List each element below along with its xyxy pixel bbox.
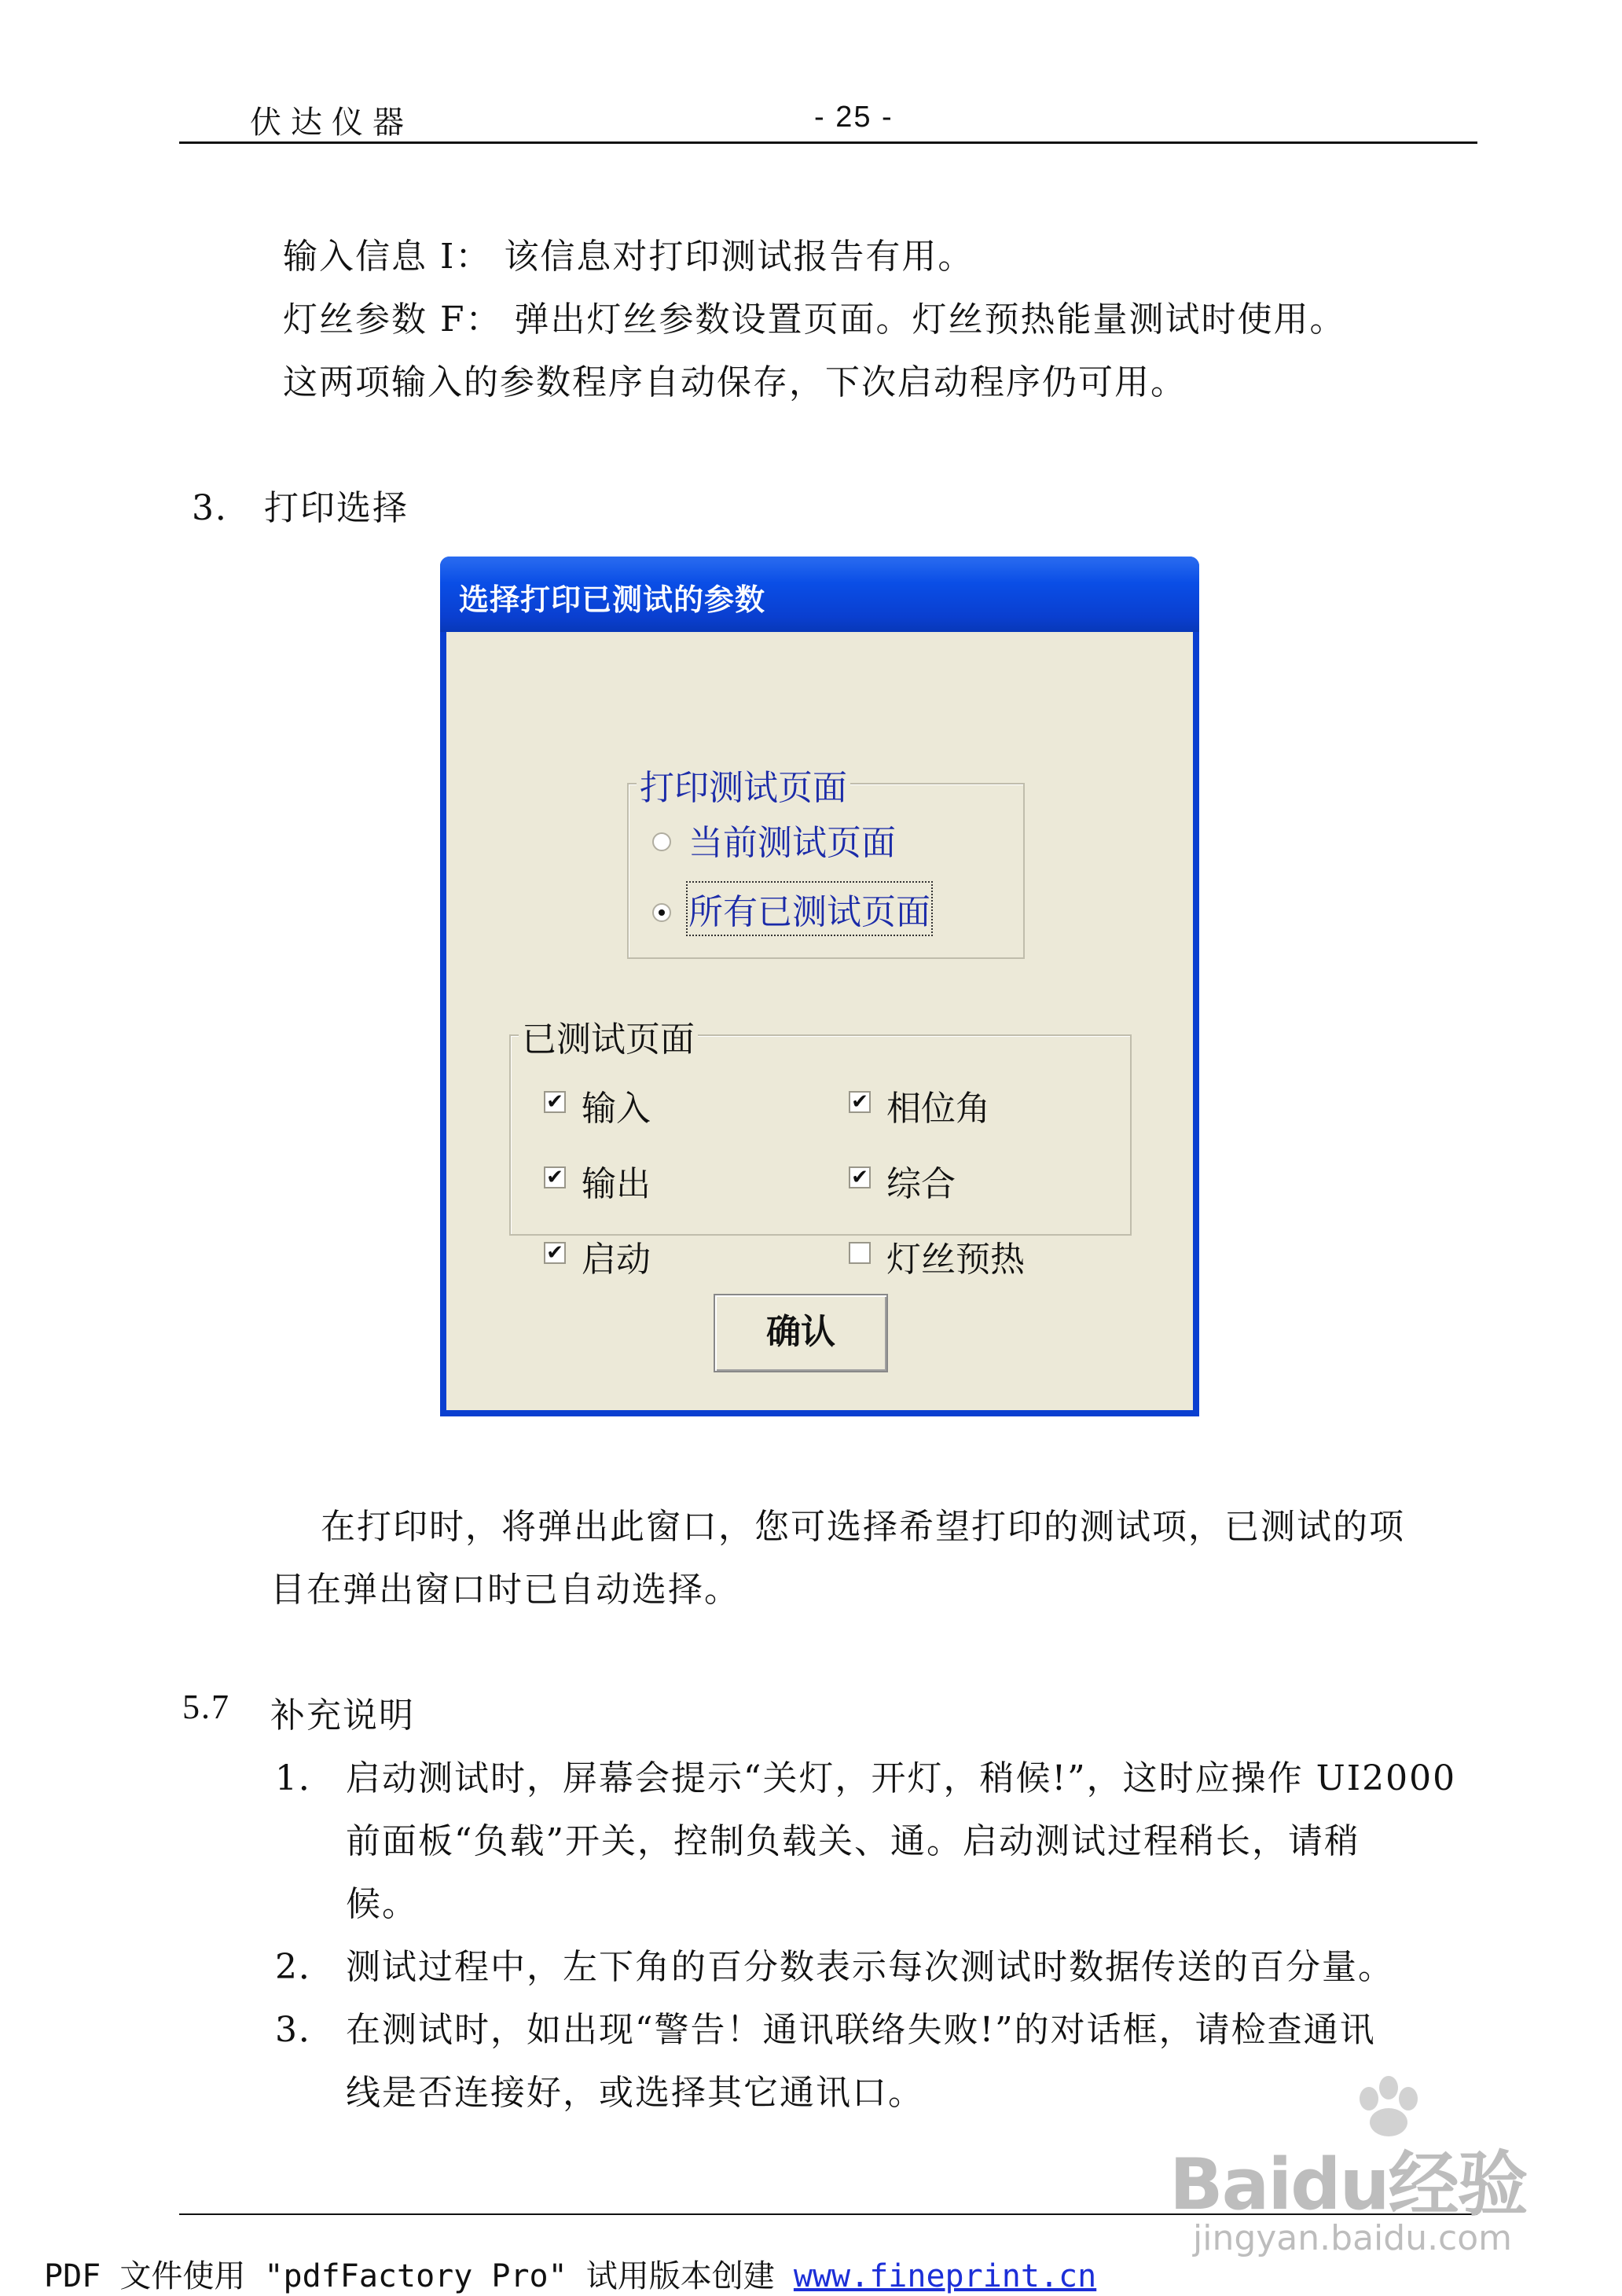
checkbox-startup-label[interactable]: 启动 [582, 1240, 651, 1280]
confirm-button[interactable]: 确认 [714, 1294, 888, 1372]
header-rule [179, 141, 1477, 144]
watermark-brand: Baidu经验 [1169, 2144, 1527, 2226]
section-5-7-number: 5.7 [182, 1688, 230, 1726]
intro-line-2: 灯丝参数 F： 弹出灯丝参数设置页面。灯丝预热能量测试时使用。 [283, 299, 1346, 340]
item-1-line-3: 候。 [346, 1884, 418, 1924]
checkbox-combined[interactable]: ✔ [849, 1166, 871, 1188]
footer-text: PDF 文件使用 "pdfFactory Pro" 试用版本创建 [44, 2258, 794, 2294]
item-3-line-2: 线是否连接好，或选择其它通讯口。 [346, 2073, 924, 2113]
checkbox-startup[interactable]: ✔ [544, 1242, 566, 1264]
radio-all-tested-pages-label[interactable]: 所有已测试页面 [688, 884, 930, 934]
section-3-title: 3． 打印选择 [192, 488, 409, 528]
print-pages-group-label: 打印测试页面 [637, 759, 850, 810]
baidu-watermark [1165, 2075, 1605, 2264]
radio-current-page[interactable] [652, 832, 671, 851]
checkbox-filament-preheat-label[interactable]: 灯丝预热 [886, 1240, 1025, 1280]
paragraph-line-2: 目在弹出窗口时已自动选择。 [270, 1570, 740, 1610]
print-select-dialog [440, 557, 1199, 1416]
checkbox-output-label[interactable]: 输出 [582, 1164, 651, 1204]
item-1-number: 1． [275, 1758, 335, 1798]
item-1-line-2: 前面板“负载”开关，控制负载关、通。启动测试过程稍长，请稍 [346, 1821, 1360, 1861]
checkbox-filament-preheat[interactable] [849, 1242, 871, 1264]
dialog-titlebar[interactable] [440, 557, 1199, 632]
section-5-7-title: 补充说明 [270, 1695, 415, 1736]
checkbox-phase-angle[interactable]: ✔ [849, 1091, 871, 1113]
checkbox-input-label[interactable]: 输入 [582, 1089, 651, 1129]
tested-pages-group-label: 已测试页面 [519, 1011, 698, 1061]
item-3-number: 3． [275, 2010, 335, 2050]
footer-link[interactable]: www.fineprint.cn [793, 2258, 1097, 2294]
radio-all-tested-pages[interactable] [652, 903, 671, 922]
dialog-title: 选择打印已测试的参数 [459, 582, 766, 617]
footer [44, 2251, 1096, 2296]
intro-line-1: 输入信息 I： 该信息对打印测试报告有用。 [283, 237, 974, 277]
checkbox-input[interactable]: ✔ [544, 1091, 566, 1113]
item-3-line-1: 在测试时，如出现“警告！通讯联络失败!”的对话框，请检查通讯 [346, 2010, 1376, 2050]
watermark-site: jingyan.baidu.com [1193, 2218, 1513, 2258]
checkbox-combined-label[interactable]: 综合 [886, 1164, 956, 1204]
page-number: - 25 - [814, 101, 894, 134]
radio-current-page-label[interactable]: 当前测试页面 [688, 823, 896, 863]
intro-line-3: 这两项输入的参数程序自动保存，下次启动程序仍可用。 [283, 362, 1187, 402]
paragraph-line-1: 在打印时，将弹出此窗口，您可选择希望打印的测试项，已测试的项 [321, 1507, 1405, 1547]
dialog-client-area [446, 632, 1193, 1410]
checkbox-phase-angle-label[interactable]: 相位角 [886, 1089, 990, 1129]
header-company: 伏达仪器 [250, 105, 413, 141]
item-2-line-1: 测试过程中，左下角的百分数表示每次测试时数据传送的百分量。 [346, 1947, 1394, 1987]
checkbox-output[interactable]: ✔ [544, 1166, 566, 1188]
item-2-number: 2． [275, 1947, 335, 1987]
item-1-line-1: 启动测试时，屏幕会提示“关灯，开灯，稍候!”，这时应操作 UI2000 [346, 1758, 1457, 1798]
